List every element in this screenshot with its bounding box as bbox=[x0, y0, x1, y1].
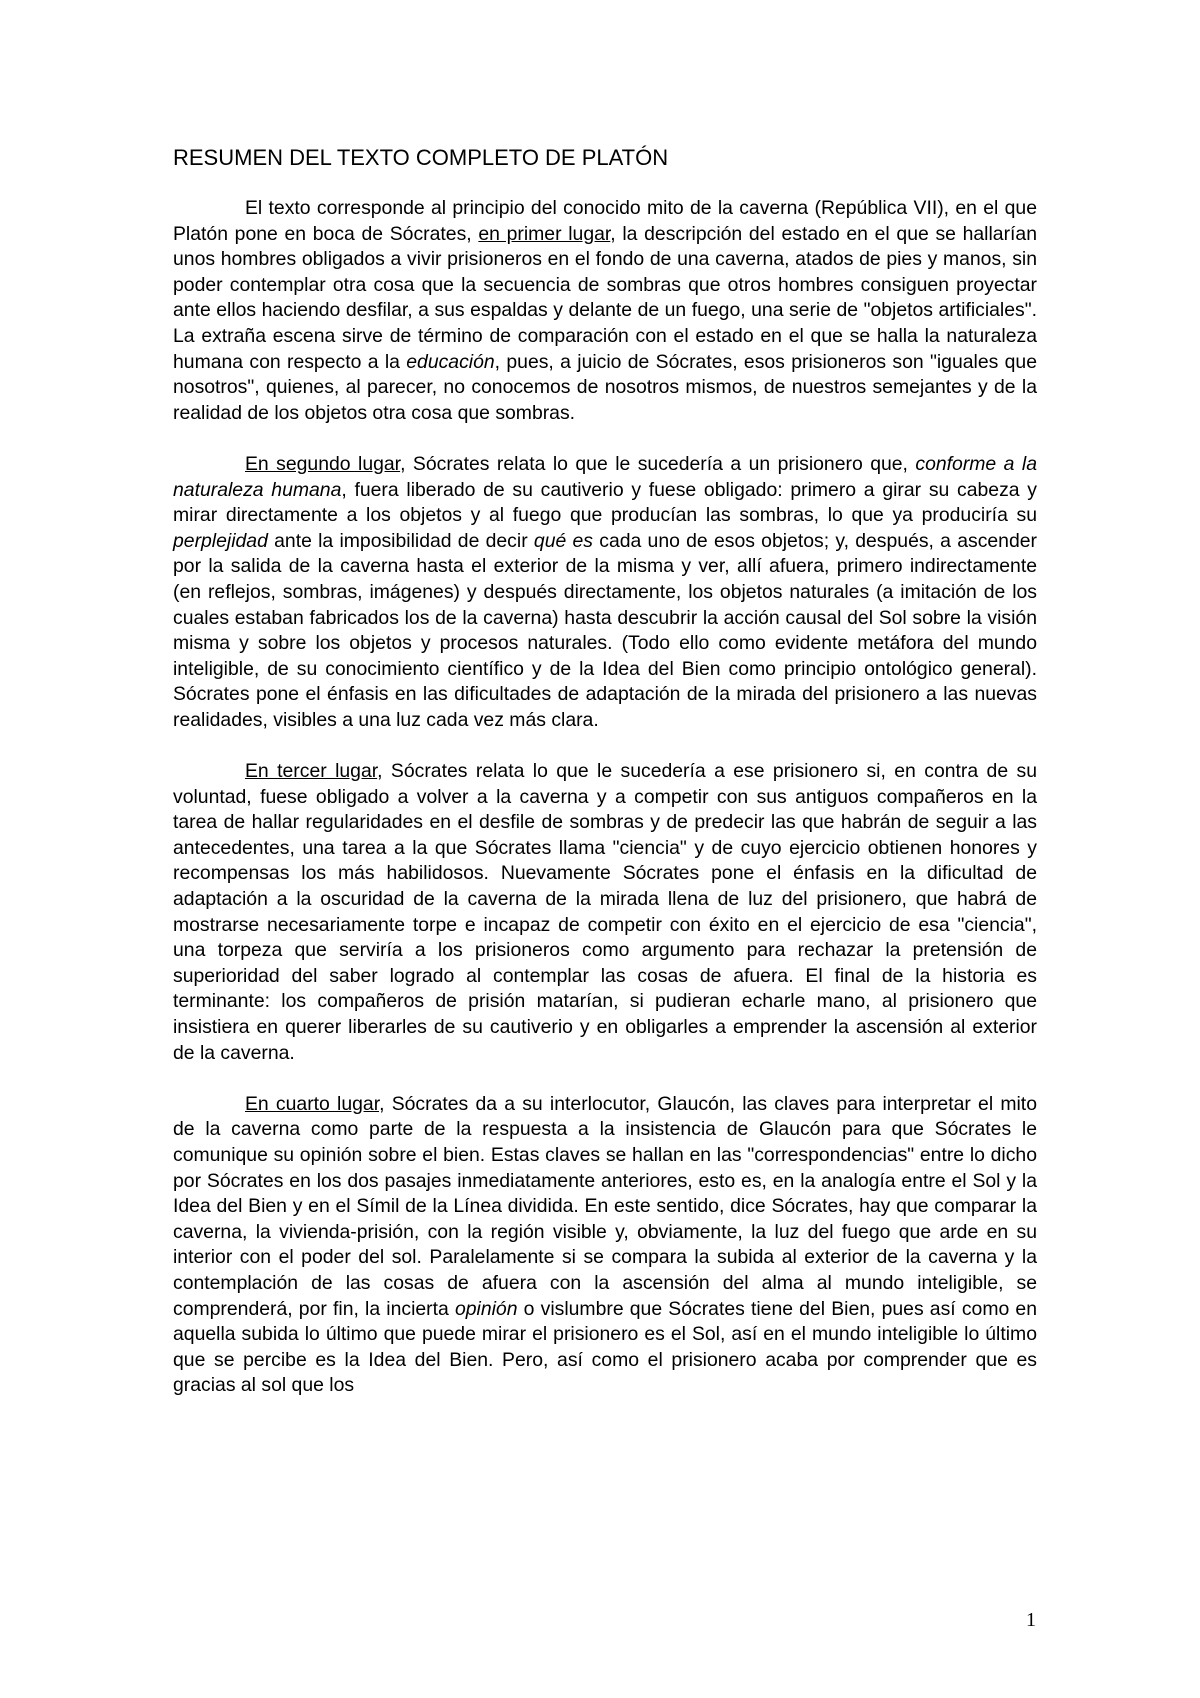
paragraph-4 bbox=[173, 1092, 1037, 1399]
paragraph-2 bbox=[173, 452, 1037, 734]
page-title: RESUMEN DEL TEXTO COMPLETO DE PLATÓN bbox=[173, 145, 669, 170]
italic-text: educación bbox=[406, 350, 495, 373]
italic-text: opinión bbox=[454, 1297, 518, 1320]
text-run: , pues, a juicio de Sócrates, esos prisioneros son "iguales que nosotros", quienes, al parecer, no conocemos de nosotros mismos, de nuestros semejantes y de la realidad de los objetos otra cosa que sombras. bbox=[173, 350, 1037, 424]
text-run: , fuera liberado de su cautiverio y fuese obligado: primero a girar su cabeza y mirar directamente a los objetos y al fuego que producían las sombras, lo que ya produciría su bbox=[173, 478, 1037, 527]
underlined-text: En segundo lugar bbox=[245, 452, 401, 475]
paragraph-3 bbox=[173, 759, 1037, 1066]
text-run: , Sócrates relata lo que le sucedería a un prisionero que, bbox=[400, 452, 916, 475]
text-run: Sócrates da a su interlocutor, Glaucón, las claves para interpretar el mito de la caverna como parte de la respuesta a la insistencia de Glaucón para que Sócrates le comunique su opinión sobre el bien. Estas claves se hallan en las "correspondencias" entre lo dicho por Sócrates en los dos pasajes inmediatamente anteriores, esto es, en la analogía entre el Sol y la Idea del Bien y en el Símil de la Línea dividida. En este sentido, dice Sócrates, hay que comparar la caverna, la vivienda-prisión, con la región visible y, obviamente, la luz del fuego que arde en su interior con el poder del sol. Paralelamente si se compara la subida al exterior de la caverna y la contemplación de las cosas de afuera con la ascensión del alma al mundo inteligible, se comprenderá, por fin, la incierta bbox=[173, 1092, 1037, 1320]
page-number: 1 bbox=[1026, 1609, 1036, 1631]
italic-text: conforme a la naturaleza humana bbox=[173, 452, 1037, 501]
text-run: , Sócrates relata lo que le sucedería a ese prisionero si, en contra de su voluntad, fuese obligado a volver a la caverna y a competir con sus antiguos compañeros en la tarea de hallar regularidades en el desfile de sombras y de predecir las que habrán de seguir a las antecedentes, una tarea a la que Sócrates llama "ciencia" y de cuyo ejercicio obtienen honores y recompensas los más habilidosos. Nuevamente Sócrates pone el énfasis en la dificultad de adaptación a la oscuridad de la caverna de la mirada llena de luz del prisionero, que habrá de mostrarse necesariamente torpe e incapaz de competir con éxito en el ejercicio de esa "ciencia", una torpeza que serviría a los prisioneros como argumento para rechazar la pretensión de superioridad del saber logrado al contemplar las cosas de afuera. El final de la historia es terminante: los compañeros de prisión matarían, si pudieran echarle mano, al prisionero que insistiera en querer liberarles de su cautiverio y en obligarles a emprender la ascensión al exterior de la caverna. bbox=[173, 760, 1037, 1064]
italic-text: perplejidad bbox=[173, 529, 268, 552]
italic-text: qué es bbox=[533, 529, 593, 552]
paragraph-1 bbox=[173, 196, 1037, 426]
underlined-text: en primer lugar bbox=[478, 222, 611, 245]
text-run: cada uno de esos objetos; y, después, a ascender por la salida de la caverna hasta el exterior de la misma y ver, allí afuera, primero indirectamente (en reflejos, sombras, imágenes) y después directamente, los objetos naturales (a imitación de los cuales estaban fabricados los de la caverna) hasta descubrir la acción causal del Sol sobre la visión misma y sobre los objetos y procesos naturales. (Todo ello como evidente metáfora del mundo inteligible, de su conocimiento científico y de la Idea del Bien como principio ontológico general). Sócrates pone el énfasis en las dificultades de adaptación de la mirada del prisionero a las nuevas realidades, visibles a una luz cada vez más clara. bbox=[173, 529, 1037, 731]
underlined-text: En cuarto lugar, bbox=[245, 1092, 385, 1115]
document-body bbox=[173, 144, 1037, 1425]
text-run: ante la imposibilidad de decir bbox=[267, 529, 534, 552]
text-run: o vislumbre que Sócrates tiene del Bien, pues así como en aquella subida lo último que puede mirar el prisionero es el Sol, así en el mundo inteligible lo último que se percibe es la Idea del Bien. Pero, así como el prisionero acaba por comprender que es gracias al sol que los bbox=[173, 1297, 1037, 1397]
text-run: El texto corresponde al principio del conocido mito de la caverna (República VII), en el que Platón pone en boca de Sócrates, bbox=[173, 197, 1037, 245]
underlined-text: En tercer lugar bbox=[245, 760, 378, 783]
text-run: , la descripción del estado en el que se hallarían unos hombres obligados a vivir prisioneros en el fondo de una caverna, atados de pies y manos, sin poder contemplar otra cosa que la secuencia de sombras que otros hombres consiguen proyectar ante ellos haciendo desfilar, a sus espaldas y delante de un fuego, una serie de "objetos artificiales". La extraña escena sirve de término de comparación con el estado en el que se halla la naturaleza humana con respecto a la bbox=[173, 222, 1037, 373]
